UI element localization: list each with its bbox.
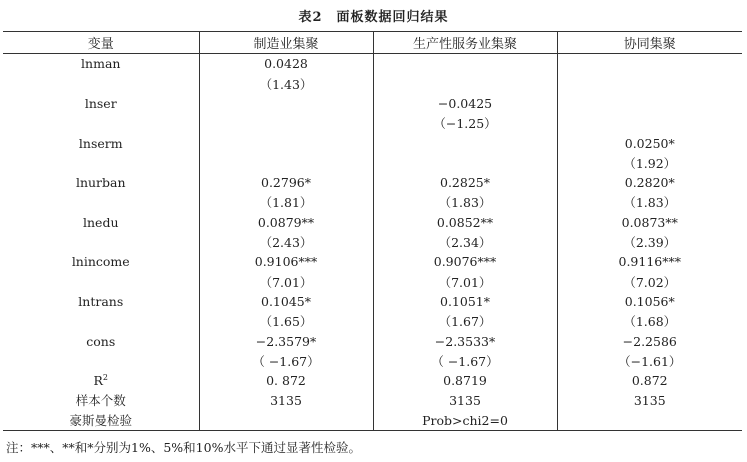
table-row	[3, 212, 742, 232]
table-row	[3, 153, 742, 173]
table-row	[3, 410, 742, 430]
table-row	[3, 252, 742, 272]
table-cell: 0.0879**	[199, 212, 373, 232]
table-cell: 0.1056*	[557, 292, 742, 312]
table-row	[3, 74, 742, 94]
header-row	[3, 32, 742, 54]
table-cell	[199, 94, 373, 114]
table-cell: 0.2796*	[199, 173, 373, 193]
table-cell: （7.02）	[557, 272, 742, 292]
table-cell: （ −1.67）	[373, 351, 557, 371]
row-variable-cell: lnedu	[83, 214, 119, 230]
table-cell: 0.9076***	[373, 252, 557, 272]
row-variable-cell	[3, 113, 199, 133]
table-row	[3, 371, 742, 391]
table-row	[3, 272, 742, 292]
table-cell: 0.9116***	[557, 252, 742, 272]
table-row	[3, 232, 742, 252]
table-cell	[557, 113, 742, 133]
table-cell: （−1.61）	[557, 351, 742, 371]
table-cell: 0.2825*	[373, 173, 557, 193]
table-cell	[373, 74, 557, 94]
table-cell: （2.34）	[373, 232, 557, 252]
table-cell: 0.0852**	[373, 212, 557, 232]
table-cell: 3135	[199, 391, 373, 411]
table-cell: （ −1.67）	[199, 351, 373, 371]
table-cell: −2.3533*	[373, 331, 557, 351]
table-row	[3, 193, 742, 213]
table-cell: 0.9106***	[199, 252, 373, 272]
table-cell	[557, 54, 742, 74]
table-body	[3, 54, 742, 431]
table-cell: （1.83）	[557, 193, 742, 213]
regression-table	[3, 31, 742, 431]
table-row	[3, 331, 742, 351]
table-row	[3, 113, 742, 133]
table-cell: 0.8719	[373, 371, 557, 391]
row-variable-cell	[3, 311, 199, 331]
table-cell: 0. 872	[199, 371, 373, 391]
header-manufacturing: 制造业集聚	[199, 32, 373, 54]
table-cell	[557, 74, 742, 94]
table-cell: （2.43）	[199, 232, 373, 252]
table-cell: −2.3579*	[199, 331, 373, 351]
header-producer-services: 生产性服务业集聚	[373, 32, 557, 54]
row-variable-cell	[3, 74, 199, 94]
table-cell	[557, 94, 742, 114]
table-cell: （2.39）	[557, 232, 742, 252]
row-variable-cell: cons	[86, 333, 116, 349]
table-cell: （1.67）	[373, 311, 557, 331]
table-row	[3, 54, 742, 74]
table-cell	[199, 113, 373, 133]
row-variable-cell: lnserm	[78, 135, 123, 151]
table-cell: （7.01）	[199, 272, 373, 292]
table-row	[3, 311, 742, 331]
table-cell	[199, 133, 373, 153]
table-cell: −0.0425	[373, 94, 557, 114]
table-cell: （1.92）	[557, 153, 742, 173]
header-co-agglomeration: 协同集聚	[557, 32, 742, 54]
table-row	[3, 173, 742, 193]
table-row	[3, 94, 742, 114]
table-cell: 3135	[373, 391, 557, 411]
table-cell	[373, 153, 557, 173]
table-cell: （1.68）	[557, 311, 742, 331]
table-cell: 0.0250*	[557, 133, 742, 153]
table-cell: 0.2820*	[557, 173, 742, 193]
row-variable-cell: 样本个数	[75, 393, 126, 409]
table-cell	[199, 153, 373, 173]
row-variable-cell	[3, 351, 199, 371]
table-cell: （1.81）	[199, 193, 373, 213]
table-footnote: 注：***、**和*分别为1%、5%和10%水平下通过显著性检验。	[6, 440, 361, 455]
row-variable-cell: 豪斯曼检验	[3, 410, 199, 430]
table-cell: 3135	[557, 391, 742, 411]
table-cell: （1.43）	[199, 74, 373, 94]
row-variable-cell: lnincome	[71, 254, 130, 270]
table-cell	[373, 54, 557, 74]
table-cell: Prob>chi2=0	[373, 410, 557, 430]
table-cell	[199, 410, 373, 430]
table-cell: （7.01）	[373, 272, 557, 292]
table-cell: （1.83）	[373, 193, 557, 213]
row-variable-cell: lnman	[81, 56, 121, 72]
row-variable-cell: lntrans	[78, 293, 124, 309]
header-variable: 变量	[3, 32, 199, 54]
table-row	[3, 351, 742, 371]
table-cell: 0.0873**	[557, 212, 742, 232]
table-cell: （−1.25）	[373, 113, 557, 133]
row-variable-cell	[3, 232, 199, 252]
table-row	[3, 391, 742, 411]
row-variable-cell	[3, 272, 199, 292]
table-cell	[373, 133, 557, 153]
table-cell: 0.0428	[199, 54, 373, 74]
table-cell	[557, 410, 742, 430]
table-cell: −2.2586	[557, 331, 742, 351]
row-variable-cell: lnser	[84, 95, 117, 111]
table-title: 表2 面板数据回归结果	[298, 10, 449, 25]
row-variable-cell: $R^2$	[93, 373, 108, 389]
table-row	[3, 292, 742, 312]
table-cell: 0.1051*	[373, 292, 557, 312]
row-variable-cell: lnurban	[75, 175, 126, 191]
row-variable-cell	[3, 153, 199, 173]
table-cell: 0.872	[557, 371, 742, 391]
table-cell: （1.65）	[199, 311, 373, 331]
row-variable-cell	[3, 193, 199, 213]
table-cell: 0.1045*	[199, 292, 373, 312]
table-row	[3, 133, 742, 153]
